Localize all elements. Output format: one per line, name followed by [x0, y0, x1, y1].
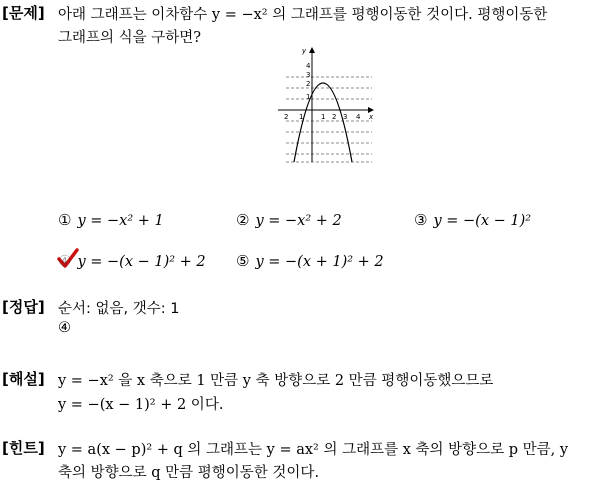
hint-line1: y = a(x − p)² + q 의 그래프는 y = ax² 의 그래프를 x 축의 방향으로 p 만큼, y [58, 442, 569, 458]
answer-tag: [정답] [2, 298, 45, 316]
option-1-number: ① [58, 211, 72, 229]
option-3-expr: y = −(x − 1)² [433, 213, 532, 229]
y-axis-label: y [302, 47, 307, 55]
option-4-expr: y = −(x − 1)² + 2 [77, 254, 206, 270]
problem-text-line1: 아래 그래프는 이차함수 y = −x² 의 그래프를 평행이동한 것이다. 평행이동한 [58, 7, 548, 23]
x-axis-label: x [369, 113, 374, 121]
problem-tag: [문제] [2, 4, 45, 22]
hint-line2: 축의 방향으로 q 만큼 평행이동한 것이다. [58, 465, 320, 481]
x-tick-neg1: 1 [299, 113, 304, 121]
x-tick-2: 2 [332, 113, 337, 121]
problem-text-line2: 그래프의 식을 구하면? [58, 30, 202, 46]
option-5-number: ⑤ [236, 252, 250, 270]
parabola-graph [276, 44, 380, 168]
option-3[interactable] [414, 211, 531, 229]
explanation-line1: y = −x² 을 x 축으로 1 만큼 y 축 방향으로 2 만큼 평행이동했으므로 [58, 373, 494, 389]
x-tick-1: 1 [321, 113, 326, 121]
option-2-number: ② [236, 211, 250, 229]
parabola-curve [294, 83, 352, 162]
option-4-number: ④ [58, 252, 72, 270]
x-tick-3: 3 [343, 113, 348, 121]
y-tick-3: 3 [306, 71, 311, 79]
option-1-expr: y = −x² + 1 [77, 213, 164, 229]
option-3-number: ③ [414, 211, 428, 229]
answer-value: ④ [58, 320, 71, 336]
option-5-expr: y = −(x + 1)² + 2 [255, 254, 384, 270]
y-tick-1: 1 [306, 93, 311, 101]
y-tick-2: 2 [306, 80, 311, 88]
answer-meta: 순서: 없음, 갯수: 1 [58, 301, 180, 317]
x-tick-4: 4 [356, 113, 361, 121]
option-2-expr: y = −x² + 2 [255, 213, 342, 229]
x-tick-neg2: 2 [284, 113, 289, 121]
hint-tag: [힌트] [2, 439, 45, 457]
explanation-line2: y = −(x − 1)² + 2 이다. [58, 397, 224, 413]
y-tick-4: 4 [306, 62, 311, 70]
option-4[interactable] [58, 252, 206, 270]
explanation-tag: [해설] [2, 370, 45, 388]
option-5[interactable] [236, 252, 384, 270]
option-1[interactable] [58, 211, 164, 229]
option-2[interactable] [236, 211, 342, 229]
